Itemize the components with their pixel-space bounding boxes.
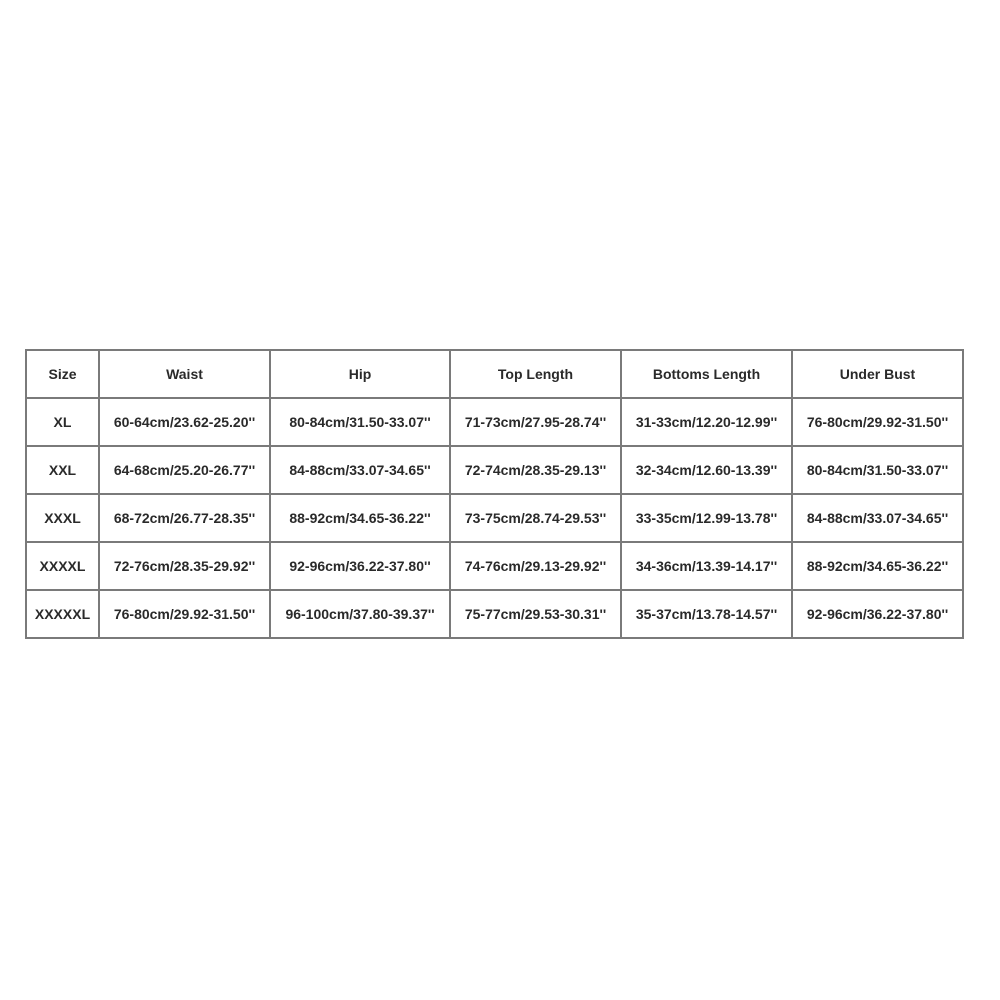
table-row — [26, 494, 963, 542]
hip-cell: 80-84cm/31.50-33.07'' — [270, 398, 450, 446]
bottoms-length-cell: 34-36cm/13.39-14.17'' — [621, 542, 792, 590]
waist-cell: 64-68cm/25.20-26.77'' — [99, 446, 270, 494]
header-hip: Hip — [270, 350, 450, 398]
bottoms-length-cell: 33-35cm/12.99-13.78'' — [621, 494, 792, 542]
top-length-cell: 71-73cm/27.95-28.74'' — [450, 398, 621, 446]
under-bust-cell: 80-84cm/31.50-33.07'' — [792, 446, 963, 494]
table-row — [26, 398, 963, 446]
size-chart-table — [25, 349, 964, 639]
size-cell: XL — [26, 398, 99, 446]
top-length-cell: 73-75cm/28.74-29.53'' — [450, 494, 621, 542]
bottoms-length-cell: 35-37cm/13.78-14.57'' — [621, 590, 792, 638]
under-bust-cell: 92-96cm/36.22-37.80'' — [792, 590, 963, 638]
under-bust-cell: 88-92cm/34.65-36.22'' — [792, 542, 963, 590]
waist-cell: 60-64cm/23.62-25.20'' — [99, 398, 270, 446]
top-length-cell: 75-77cm/29.53-30.31'' — [450, 590, 621, 638]
size-cell: XXL — [26, 446, 99, 494]
top-length-cell: 72-74cm/28.35-29.13'' — [450, 446, 621, 494]
table-row — [26, 542, 963, 590]
table-row — [26, 590, 963, 638]
hip-cell: 96-100cm/37.80-39.37'' — [270, 590, 450, 638]
under-bust-cell: 84-88cm/33.07-34.65'' — [792, 494, 963, 542]
header-row — [26, 350, 963, 398]
hip-cell: 84-88cm/33.07-34.65'' — [270, 446, 450, 494]
top-length-cell: 74-76cm/29.13-29.92'' — [450, 542, 621, 590]
header-waist: Waist — [99, 350, 270, 398]
hip-cell: 88-92cm/34.65-36.22'' — [270, 494, 450, 542]
waist-cell: 76-80cm/29.92-31.50'' — [99, 590, 270, 638]
hip-cell: 92-96cm/36.22-37.80'' — [270, 542, 450, 590]
size-cell: XXXL — [26, 494, 99, 542]
under-bust-cell: 76-80cm/29.92-31.50'' — [792, 398, 963, 446]
header-size: Size — [26, 350, 99, 398]
bottoms-length-cell: 32-34cm/12.60-13.39'' — [621, 446, 792, 494]
size-cell: XXXXL — [26, 542, 99, 590]
header-under-bust: Under Bust — [792, 350, 963, 398]
table-row — [26, 446, 963, 494]
waist-cell: 68-72cm/26.77-28.35'' — [99, 494, 270, 542]
header-top-length: Top Length — [450, 350, 621, 398]
bottoms-length-cell: 31-33cm/12.20-12.99'' — [621, 398, 792, 446]
waist-cell: 72-76cm/28.35-29.92'' — [99, 542, 270, 590]
size-cell: XXXXXL — [26, 590, 99, 638]
header-bottoms-length: Bottoms Length — [621, 350, 792, 398]
